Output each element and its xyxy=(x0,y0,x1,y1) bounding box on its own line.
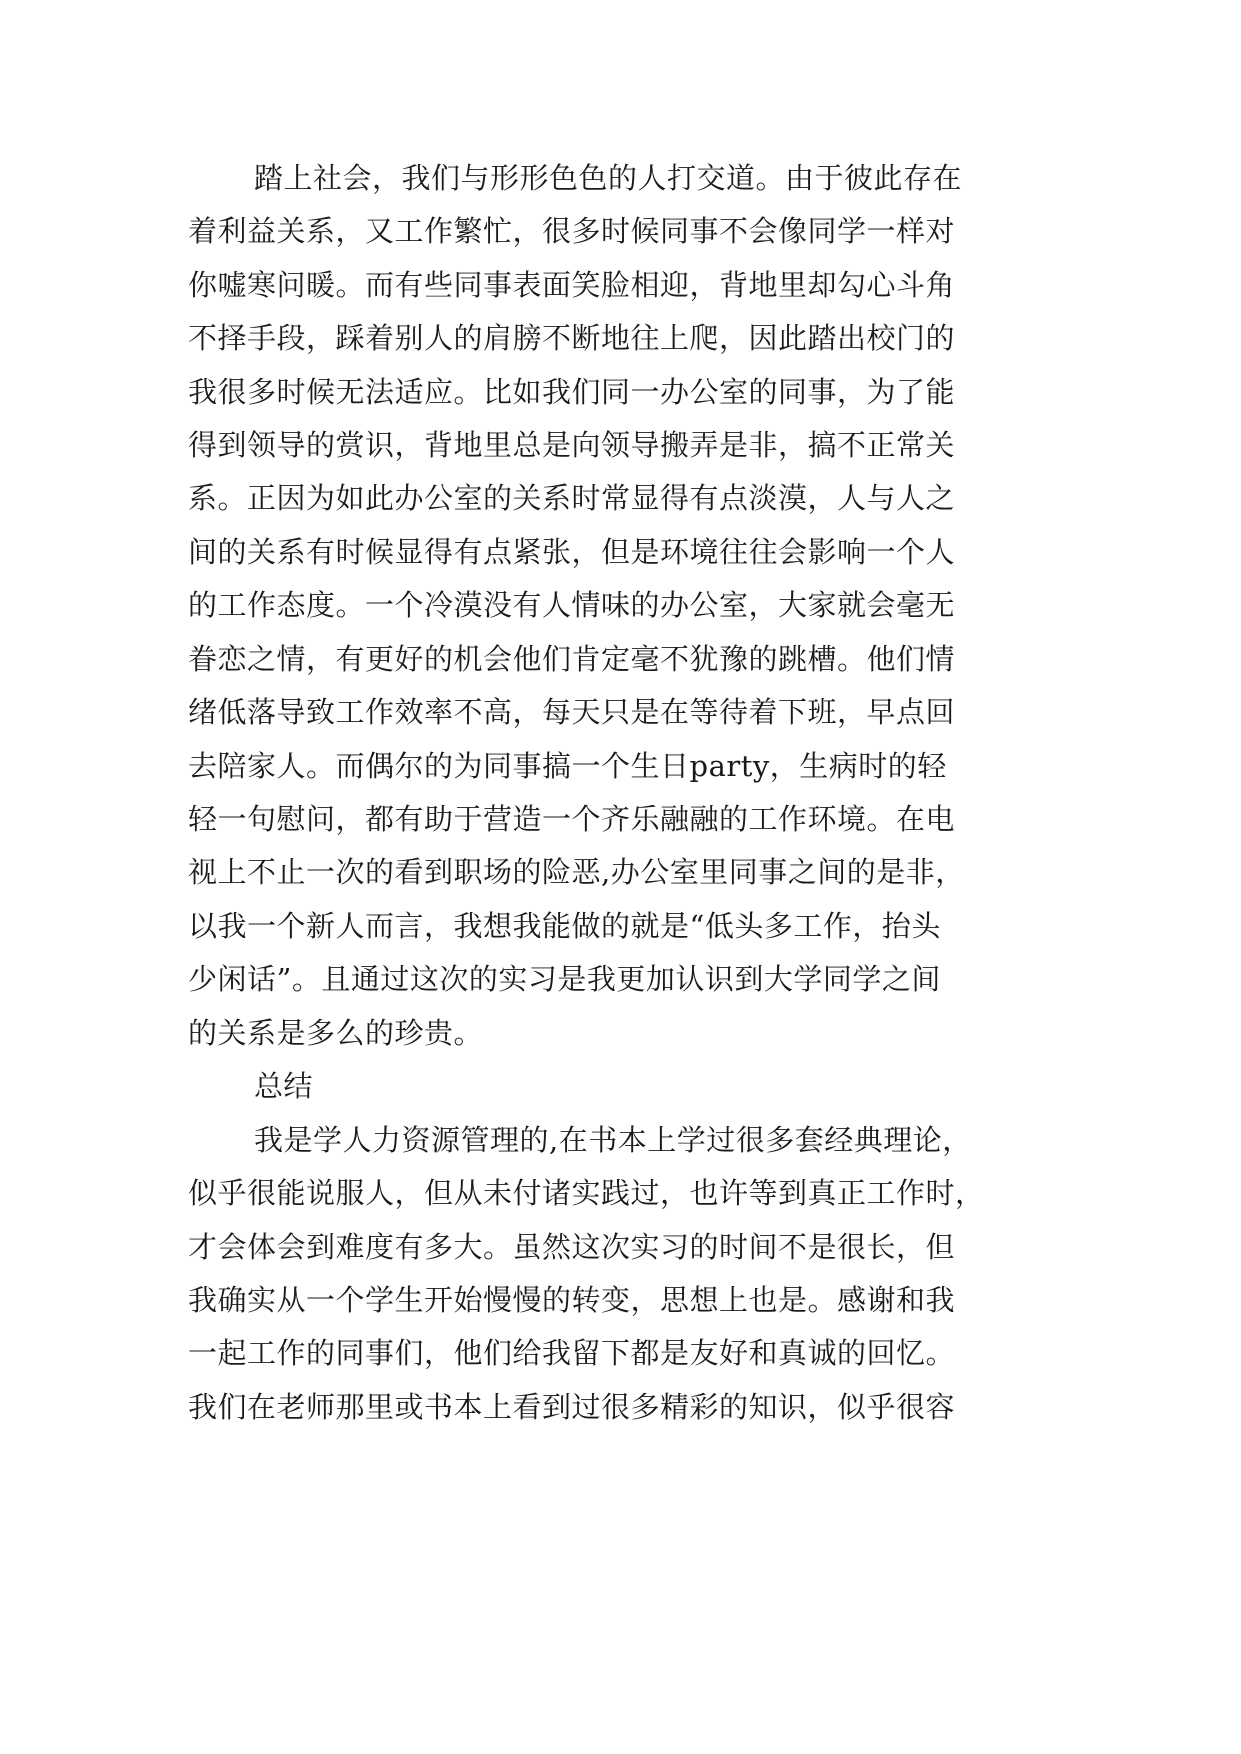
paragraph-line: 着利益关系，又工作繁忙，很多时候同事不会像同学一样对 xyxy=(188,214,956,248)
paragraph-line: 轻一句慰问，都有助于营造一个齐乐融融的工作环境。在电 xyxy=(188,802,956,836)
paragraph-line: 的工作态度。一个冷漠没有人情味的办公室，大家就会毫无 xyxy=(188,588,956,622)
paragraph-line: 你嘘寒问暖。而有些同事表面笑脸相迎，背地里却勾心斗角 xyxy=(188,268,956,302)
paragraph-line: 我们在老师那里或书本上看到过很多精彩的知识，似乎很容 xyxy=(188,1390,956,1424)
paragraph-line: 去陪家人。而偶尔的为同事搞一个生日party，生病时的轻 xyxy=(188,749,947,783)
paragraph-line: 眷恋之情，有更好的机会他们肯定毫不犹豫的跳槽。他们情 xyxy=(188,642,956,676)
paragraph-line: 我很多时候无法适应。比如我们同一办公室的同事，为了能 xyxy=(188,375,956,409)
paragraph-line: 我是学人力资源管理的,在书本上学过很多套经典理论， xyxy=(254,1123,972,1157)
paragraph-line: 绪低落导致工作效率不高，每天只是在等待着下班，早点回 xyxy=(188,695,956,729)
paragraph-line: 似乎很能说服人，但从未付诸实践过，也许等到真正工作时， xyxy=(188,1176,985,1210)
paragraph-line: 踏上社会，我们与形形色色的人打交道。由于彼此存在 xyxy=(254,161,963,195)
paragraph-line: 不择手段，踩着别人的肩膀不断地往上爬，因此踏出校门的 xyxy=(188,321,956,355)
paragraph-line: 系。正因为如此办公室的关系时常显得有点淡漠，人与人之 xyxy=(188,481,956,515)
section-heading: 总结 xyxy=(254,1069,314,1103)
paragraph-line: 得到领导的赏识，背地里总是向领导搬弄是非，搞不正常关 xyxy=(188,428,956,462)
paragraph-line: 以我一个新人而言，我想我能做的就是“低头多工作，抬头 xyxy=(188,909,941,943)
paragraph-line: 视上不止一次的看到职场的险恶,办公室里同事之间的是非， xyxy=(188,855,965,889)
paragraph-line: 我确实从一个学生开始慢慢的转变，思想上也是。感谢和我 xyxy=(188,1283,956,1317)
paragraph-line: 才会体会到难度有多大。虽然这次实习的时间不是很长，但 xyxy=(188,1230,956,1264)
paragraph-line: 的关系是多么的珍贵。 xyxy=(188,1016,484,1050)
paragraph-line: 一起工作的同事们，他们给我留下都是友好和真诚的回忆。 xyxy=(188,1336,956,1370)
paragraph-line: 间的关系有时候显得有点紧张，但是环境往往会影响一个人 xyxy=(188,535,956,569)
paragraph-line: 少闲话”。且通过这次的实习是我更加认识到大学同学之间 xyxy=(188,962,941,996)
